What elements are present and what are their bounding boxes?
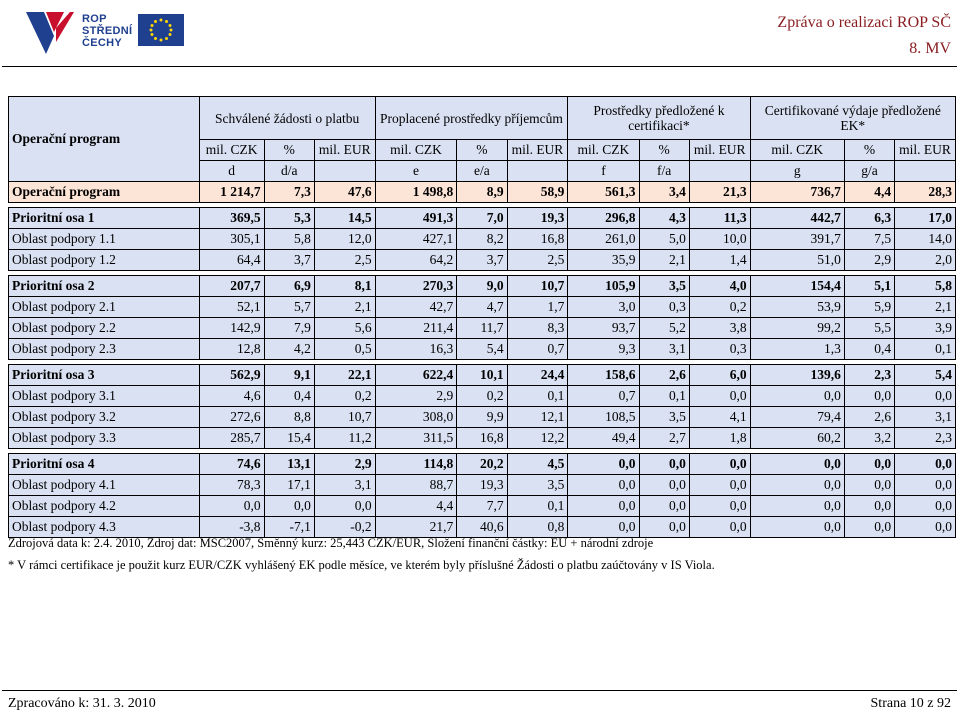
value-cell: 22,1 <box>314 365 375 386</box>
value-cell: 2,3 <box>844 365 894 386</box>
value-cell: -3,8 <box>199 517 264 538</box>
value-cell: 0,0 <box>895 386 956 407</box>
value-cell: 1,4 <box>689 250 750 271</box>
value-cell: 285,7 <box>199 428 264 449</box>
value-cell: 40,6 <box>457 517 507 538</box>
value-cell: 19,3 <box>457 475 507 496</box>
value-cell: 0,0 <box>844 496 894 517</box>
value-cell: 0,1 <box>507 496 568 517</box>
notes <box>8 532 715 576</box>
value-cell: 93,7 <box>568 318 639 339</box>
value-cell: 8,8 <box>264 407 314 428</box>
value-cell: 4,0 <box>689 276 750 297</box>
value-cell: 3,1 <box>639 339 689 360</box>
support-area-row <box>9 475 956 496</box>
value-cell: 0,0 <box>895 517 956 538</box>
value-cell: 1,3 <box>750 339 844 360</box>
value-cell: 9,1 <box>264 365 314 386</box>
value-cell: 108,5 <box>568 407 639 428</box>
value-cell: 5,4 <box>895 365 956 386</box>
value-cell: 0,0 <box>895 496 956 517</box>
value-cell: 51,0 <box>750 250 844 271</box>
value-cell: 0,0 <box>750 517 844 538</box>
value-cell: 5,7 <box>264 297 314 318</box>
value-cell: 0,0 <box>639 475 689 496</box>
value-cell: 0,4 <box>844 339 894 360</box>
code-header <box>895 161 956 182</box>
support-area-row <box>9 229 956 250</box>
value-cell: 211,4 <box>375 318 457 339</box>
value-cell: 491,3 <box>375 208 457 229</box>
value-cell: 0,0 <box>639 454 689 475</box>
logo-line-2: STŘEDNÍ <box>82 25 133 37</box>
value-cell: 2,6 <box>639 365 689 386</box>
value-cell: 53,9 <box>750 297 844 318</box>
value-cell: 15,4 <box>264 428 314 449</box>
value-cell: 2,5 <box>507 250 568 271</box>
value-cell: 6,9 <box>264 276 314 297</box>
value-cell: 10,0 <box>689 229 750 250</box>
total-row <box>9 182 956 203</box>
value-cell: 0,0 <box>568 496 639 517</box>
value-cell: 622,4 <box>375 365 457 386</box>
group-header-submitted-for-certification: Prostředky předložené k certifikaci* <box>568 97 750 140</box>
code-header: g <box>750 161 844 182</box>
value-cell: 0,0 <box>844 517 894 538</box>
value-cell: 2,6 <box>844 407 894 428</box>
value-cell: 311,5 <box>375 428 457 449</box>
value-cell: -7,1 <box>264 517 314 538</box>
value-cell: 3,9 <box>895 318 956 339</box>
value-cell: 12,8 <box>199 339 264 360</box>
value-cell: 0,0 <box>568 454 639 475</box>
support-area-row <box>9 496 956 517</box>
value-cell: 5,8 <box>264 229 314 250</box>
report-number: 8. MV <box>909 40 951 57</box>
value-cell: 4,4 <box>375 496 457 517</box>
value-cell: 13,1 <box>264 454 314 475</box>
value-cell: 4,1 <box>689 407 750 428</box>
value-cell: 5,0 <box>639 229 689 250</box>
value-cell: 2,5 <box>314 250 375 271</box>
unit-header: mil. CZK <box>750 140 844 161</box>
value-cell: 0,0 <box>750 386 844 407</box>
value-cell: 4,7 <box>457 297 507 318</box>
value-cell: 0,3 <box>639 297 689 318</box>
report-header <box>777 10 951 62</box>
value-cell: 47,6 <box>314 182 375 203</box>
unit-header: % <box>457 140 507 161</box>
value-cell: 2,3 <box>895 428 956 449</box>
value-cell: 7,3 <box>264 182 314 203</box>
value-cell: 0,2 <box>314 386 375 407</box>
code-header: f/a <box>639 161 689 182</box>
data-source-note: Zdrojová data k: 2.4. 2010, Zdroj dat: MSC2007, Směnný kurz: 25,443 CZK/EUR, Složení finanční částky: EU + národní zdroje <box>8 536 654 550</box>
report-title: Zpráva o realizaci ROP SČ <box>777 14 951 31</box>
value-cell: 64,4 <box>199 250 264 271</box>
code-header <box>507 161 568 182</box>
code-header: d/a <box>264 161 314 182</box>
value-cell: 308,0 <box>375 407 457 428</box>
row-label: Oblast podpory 1.2 <box>9 250 200 271</box>
value-cell: 5,5 <box>844 318 894 339</box>
value-cell: 2,7 <box>639 428 689 449</box>
value-cell: 7,5 <box>844 229 894 250</box>
value-cell: 28,3 <box>895 182 956 203</box>
value-cell: 3,0 <box>568 297 639 318</box>
value-cell: 12,2 <box>507 428 568 449</box>
row-label: Oblast podpory 1.1 <box>9 229 200 250</box>
value-cell: 0,0 <box>689 386 750 407</box>
value-cell: 14,5 <box>314 208 375 229</box>
value-cell: 1 214,7 <box>199 182 264 203</box>
value-cell: 7,9 <box>264 318 314 339</box>
value-cell: 19,3 <box>507 208 568 229</box>
support-area-row <box>9 318 956 339</box>
value-cell: 11,2 <box>314 428 375 449</box>
value-cell: 4,6 <box>199 386 264 407</box>
unit-header: mil. EUR <box>689 140 750 161</box>
unit-header: mil. CZK <box>199 140 264 161</box>
value-cell: 5,4 <box>457 339 507 360</box>
logo-line-1: ROP <box>82 13 107 25</box>
value-cell: 0,1 <box>639 386 689 407</box>
value-cell: 3,7 <box>264 250 314 271</box>
row-label: Oblast podpory 3.3 <box>9 428 200 449</box>
value-cell: 0,1 <box>895 339 956 360</box>
logo-mark-icon <box>26 8 82 58</box>
financial-progress-table <box>8 96 956 538</box>
support-area-row <box>9 250 956 271</box>
value-cell: 2,1 <box>895 297 956 318</box>
row-label: Oblast podpory 4.1 <box>9 475 200 496</box>
row-label: Oblast podpory 2.1 <box>9 297 200 318</box>
value-cell: 3,5 <box>639 407 689 428</box>
row-label: Operační program <box>9 182 200 203</box>
value-cell: 10,7 <box>507 276 568 297</box>
value-cell: 17,0 <box>895 208 956 229</box>
value-cell: 60,2 <box>750 428 844 449</box>
value-cell: -0,2 <box>314 517 375 538</box>
value-cell: 0,0 <box>750 454 844 475</box>
value-cell: 561,3 <box>568 182 639 203</box>
value-cell: 1,7 <box>507 297 568 318</box>
value-cell: 270,3 <box>375 276 457 297</box>
code-header: e <box>375 161 457 182</box>
value-cell: 0,0 <box>689 496 750 517</box>
value-cell: 0,0 <box>750 496 844 517</box>
priority-axis-row <box>9 365 956 386</box>
value-cell: 21,3 <box>689 182 750 203</box>
support-area-row <box>9 339 956 360</box>
value-cell: 9,9 <box>457 407 507 428</box>
value-cell: 8,1 <box>314 276 375 297</box>
logo-line-3: ČECHY <box>82 37 123 49</box>
row-label: Prioritní osa 4 <box>9 454 200 475</box>
row-label: Oblast podpory 2.3 <box>9 339 200 360</box>
value-cell: 261,0 <box>568 229 639 250</box>
group-header-paid-to-beneficiaries: Proplacené prostředky příjemcům <box>375 97 568 140</box>
value-cell: 5,2 <box>639 318 689 339</box>
value-cell: 4,4 <box>844 182 894 203</box>
value-cell: 0,0 <box>844 454 894 475</box>
value-cell: 0,0 <box>750 475 844 496</box>
processed-date: Zpracováno k: 31. 3. 2010 <box>8 696 156 711</box>
value-cell: 12,0 <box>314 229 375 250</box>
row-label: Oblast podpory 2.2 <box>9 318 200 339</box>
unit-header: % <box>264 140 314 161</box>
value-cell: 3,7 <box>457 250 507 271</box>
value-cell: 0,0 <box>689 517 750 538</box>
value-cell: 2,0 <box>895 250 956 271</box>
value-cell: 736,7 <box>750 182 844 203</box>
code-header: g/a <box>844 161 894 182</box>
logo-text <box>82 13 132 49</box>
value-cell: 2,9 <box>314 454 375 475</box>
value-cell: 2,9 <box>375 386 457 407</box>
value-cell: 5,8 <box>895 276 956 297</box>
table-header <box>9 97 956 182</box>
unit-header: mil. EUR <box>314 140 375 161</box>
value-cell: 21,7 <box>375 517 457 538</box>
value-cell: 88,7 <box>375 475 457 496</box>
value-cell: 5,9 <box>844 297 894 318</box>
value-cell: 3,5 <box>639 276 689 297</box>
support-area-row <box>9 297 956 318</box>
row-label: Oblast podpory 3.2 <box>9 407 200 428</box>
value-cell: 4,5 <box>507 454 568 475</box>
priority-axis-row <box>9 454 956 475</box>
support-area-row <box>9 407 956 428</box>
value-cell: 0,0 <box>314 496 375 517</box>
value-cell: 12,1 <box>507 407 568 428</box>
value-cell: 0,4 <box>264 386 314 407</box>
group-header-certified-expenses: Certifikované výdaje předložené EK* <box>750 97 955 140</box>
value-cell: 78,3 <box>199 475 264 496</box>
value-cell: 16,8 <box>457 428 507 449</box>
value-cell: 0,1 <box>507 386 568 407</box>
value-cell: 3,4 <box>639 182 689 203</box>
row-label: Prioritní osa 1 <box>9 208 200 229</box>
value-cell: 79,4 <box>750 407 844 428</box>
value-cell: 272,6 <box>199 407 264 428</box>
value-cell: 158,6 <box>568 365 639 386</box>
unit-header: mil. CZK <box>375 140 457 161</box>
value-cell: 0,0 <box>895 475 956 496</box>
value-cell: 16,3 <box>375 339 457 360</box>
value-cell: 8,9 <box>457 182 507 203</box>
row-label: Oblast podpory 3.1 <box>9 386 200 407</box>
value-cell: 0,8 <box>507 517 568 538</box>
value-cell: 5,1 <box>844 276 894 297</box>
value-cell: 5,3 <box>264 208 314 229</box>
value-cell: 142,9 <box>199 318 264 339</box>
value-cell: 0,0 <box>639 517 689 538</box>
value-cell: 10,1 <box>457 365 507 386</box>
code-header <box>689 161 750 182</box>
unit-header: % <box>639 140 689 161</box>
value-cell: 99,2 <box>750 318 844 339</box>
footer-divider <box>2 690 957 691</box>
value-cell: 58,9 <box>507 182 568 203</box>
value-cell: 17,1 <box>264 475 314 496</box>
value-cell: 3,2 <box>844 428 894 449</box>
value-cell: 0,0 <box>639 496 689 517</box>
value-cell: 35,9 <box>568 250 639 271</box>
value-cell: 10,7 <box>314 407 375 428</box>
value-cell: 3,1 <box>314 475 375 496</box>
page-number: Strana 10 z 92 <box>870 696 951 711</box>
unit-header: % <box>844 140 894 161</box>
value-cell: 3,5 <box>507 475 568 496</box>
value-cell: 139,6 <box>750 365 844 386</box>
row-header-operational-programme: Operační program <box>9 97 200 182</box>
value-cell: 0,0 <box>689 475 750 496</box>
code-header: d <box>199 161 264 182</box>
value-cell: 391,7 <box>750 229 844 250</box>
rop-logo <box>26 8 196 58</box>
value-cell: 8,2 <box>457 229 507 250</box>
eu-flag-icon <box>138 14 184 46</box>
footnote: * V rámci certifikace je použit kurz EUR/CZK vyhlášený EK podle měsíce, ve kterém byly příslušné Žádosti o platbu zaúčtovány v IS Viola. <box>8 558 715 572</box>
value-cell: 52,1 <box>199 297 264 318</box>
value-cell: 8,3 <box>507 318 568 339</box>
value-cell: 114,8 <box>375 454 457 475</box>
value-cell: 4,2 <box>264 339 314 360</box>
value-cell: 0,0 <box>568 517 639 538</box>
value-cell: 42,7 <box>375 297 457 318</box>
row-label: Prioritní osa 3 <box>9 365 200 386</box>
value-cell: 3,1 <box>895 407 956 428</box>
value-cell: 427,1 <box>375 229 457 250</box>
support-area-row <box>9 386 956 407</box>
value-cell: 5,6 <box>314 318 375 339</box>
value-cell: 11,3 <box>689 208 750 229</box>
value-cell: 9,3 <box>568 339 639 360</box>
value-cell: 64,2 <box>375 250 457 271</box>
priority-axis-row <box>9 276 956 297</box>
value-cell: 11,7 <box>457 318 507 339</box>
value-cell: 0,0 <box>689 454 750 475</box>
row-label: Oblast podpory 4.2 <box>9 496 200 517</box>
priority-axis-row <box>9 208 956 229</box>
value-cell: 14,0 <box>895 229 956 250</box>
table-body <box>9 182 956 538</box>
value-cell: 2,1 <box>639 250 689 271</box>
value-cell: 305,1 <box>199 229 264 250</box>
value-cell: 1 498,8 <box>375 182 457 203</box>
value-cell: 2,1 <box>314 297 375 318</box>
code-header: e/a <box>457 161 507 182</box>
value-cell: 74,6 <box>199 454 264 475</box>
value-cell: 0,0 <box>844 475 894 496</box>
value-cell: 562,9 <box>199 365 264 386</box>
value-cell: 442,7 <box>750 208 844 229</box>
value-cell: 0,0 <box>895 454 956 475</box>
value-cell: 7,0 <box>457 208 507 229</box>
support-area-row <box>9 428 956 449</box>
value-cell: 6,3 <box>844 208 894 229</box>
value-cell: 0,3 <box>689 339 750 360</box>
value-cell: 49,4 <box>568 428 639 449</box>
group-header-approved-requests: Schválené žádosti o platbu <box>199 97 375 140</box>
row-label: Oblast podpory 4.3 <box>9 517 200 538</box>
value-cell: 369,5 <box>199 208 264 229</box>
value-cell: 16,8 <box>507 229 568 250</box>
code-header <box>314 161 375 182</box>
unit-header: mil. CZK <box>568 140 639 161</box>
value-cell: 0,0 <box>844 386 894 407</box>
value-cell: 9,0 <box>457 276 507 297</box>
code-header: f <box>568 161 639 182</box>
unit-header: mil. EUR <box>507 140 568 161</box>
header-divider <box>2 66 957 67</box>
value-cell: 296,8 <box>568 208 639 229</box>
value-cell: 0,7 <box>568 386 639 407</box>
value-cell: 0,0 <box>568 475 639 496</box>
value-cell: 0,2 <box>457 386 507 407</box>
value-cell: 6,0 <box>689 365 750 386</box>
value-cell: 20,2 <box>457 454 507 475</box>
value-cell: 2,9 <box>844 250 894 271</box>
value-cell: 0,7 <box>507 339 568 360</box>
value-cell: 0,2 <box>689 297 750 318</box>
row-label: Prioritní osa 2 <box>9 276 200 297</box>
unit-header: mil. EUR <box>895 140 956 161</box>
value-cell: 1,8 <box>689 428 750 449</box>
value-cell: 105,9 <box>568 276 639 297</box>
value-cell: 3,8 <box>689 318 750 339</box>
value-cell: 24,4 <box>507 365 568 386</box>
value-cell: 0,5 <box>314 339 375 360</box>
value-cell: 0,0 <box>264 496 314 517</box>
value-cell: 154,4 <box>750 276 844 297</box>
value-cell: 7,7 <box>457 496 507 517</box>
value-cell: 0,0 <box>199 496 264 517</box>
value-cell: 4,3 <box>639 208 689 229</box>
value-cell: 207,7 <box>199 276 264 297</box>
